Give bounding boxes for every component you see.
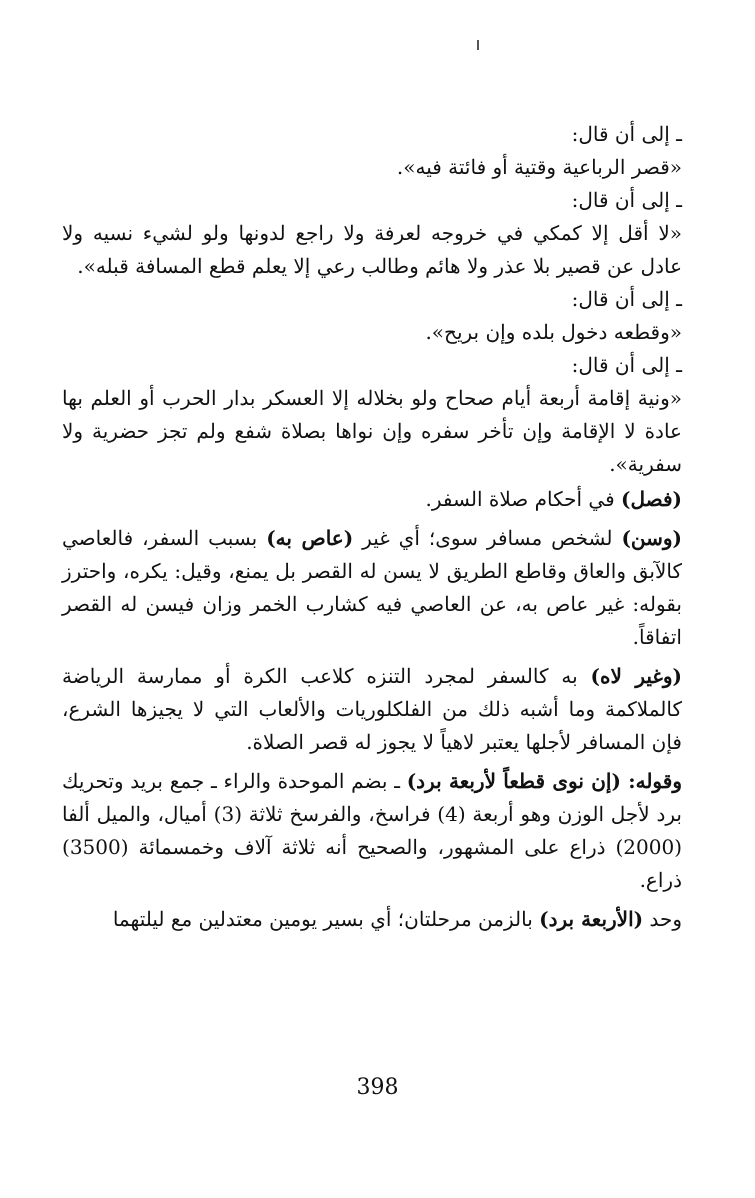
paragraph-text: بسبب السفر، فالعاصي كالآبق والعاق وقاطع الطريق لا يسن له القصر بل يمنع، وقيل: يكره، واحترز بقوله: غير عاص به، عن العاصي فيه كشارب الخمر وزان فيسن له القصر اتفاقاً. bbox=[62, 526, 682, 649]
bold-term: (الأربعة برد) bbox=[539, 907, 644, 931]
quote-paragraph: «لا أقل إلا كمكي في خروجه لعرفة ولا راجع لدونها ولو لشيء نسيه ولا عادل عن قصير بلا عذر ولا هائم وطالب رعي إلا يعلم قطع المسافة قبله». bbox=[62, 221, 682, 278]
paragraph-text: به كالسفر لمجرد التنزه كلاعب الكرة أو ممارسة الرياضة كالملاكمة وما أشبه ذلك من الفلكلوريات والألعاب التي لا يجيزها الشرع، فإن المسافر لأجلها يعتبر لاهياً لا يجوز له قصر الصلاة. bbox=[62, 664, 682, 754]
text-line: «قصر الرباعية وقتية أو فائتة فيه». bbox=[396, 155, 682, 179]
heading-text: في أحكام صلاة السفر. bbox=[425, 487, 622, 511]
quote-line: «وقطعه دخول بلده وإن بريح». bbox=[425, 320, 682, 344]
paragraph-text: وحد bbox=[643, 907, 682, 931]
paragraph-text: لشخص مسافر سوى؛ أي غير bbox=[353, 526, 622, 550]
text-line: ـ إلى أن قال: bbox=[571, 122, 682, 146]
text-line: ـ إلى أن قال: bbox=[571, 353, 682, 377]
bold-term: (وغير لاه) bbox=[590, 664, 682, 688]
scan-artifact-mark bbox=[477, 40, 479, 50]
heading-keyword: (فصل) bbox=[621, 487, 682, 511]
document-body bbox=[62, 118, 682, 942]
paragraph-text: بالزمن مرحلتان؛ أي بسير يومين معتدلين مع ليلتهما bbox=[112, 907, 540, 931]
text-line: ـ إلى أن قال: bbox=[571, 287, 682, 311]
page-number: 398 bbox=[356, 1075, 399, 1100]
bold-term: وقوله: (إن نوى قطعاً لأربعة برد) bbox=[406, 769, 682, 793]
section-heading bbox=[62, 483, 682, 516]
paragraph bbox=[62, 660, 682, 759]
text-line: ـ إلى أن قال: bbox=[571, 188, 682, 212]
bold-term: (وسن) bbox=[621, 526, 683, 550]
bold-term: (عاص به) bbox=[266, 526, 354, 550]
quote-paragraph: «ونية إقامة أربعة أيام صحاح ولو بخلاله إلا العسكر بدار الحرب أو العلم بها عادة لا الإقامة وإن تأخر سفره وإن نواها بصلاة شفع ولم تجز حضرية ولا سفرية». bbox=[62, 386, 682, 476]
paragraph bbox=[62, 522, 682, 654]
paragraph bbox=[62, 765, 682, 897]
paragraph bbox=[62, 903, 682, 936]
paragraph-text: ـ بضم الموحدة والراء ـ جمع بريد وتحريك برد لأجل الوزن وهو أربعة (4) فراسخ، والفرسخ ثلاثة (3) أميال، والميل ألفا (2000) ذراع على المشهور، والصحيح أنه ثلاثة آلاف وخمسمائة (3500) ذراع. bbox=[62, 769, 682, 892]
